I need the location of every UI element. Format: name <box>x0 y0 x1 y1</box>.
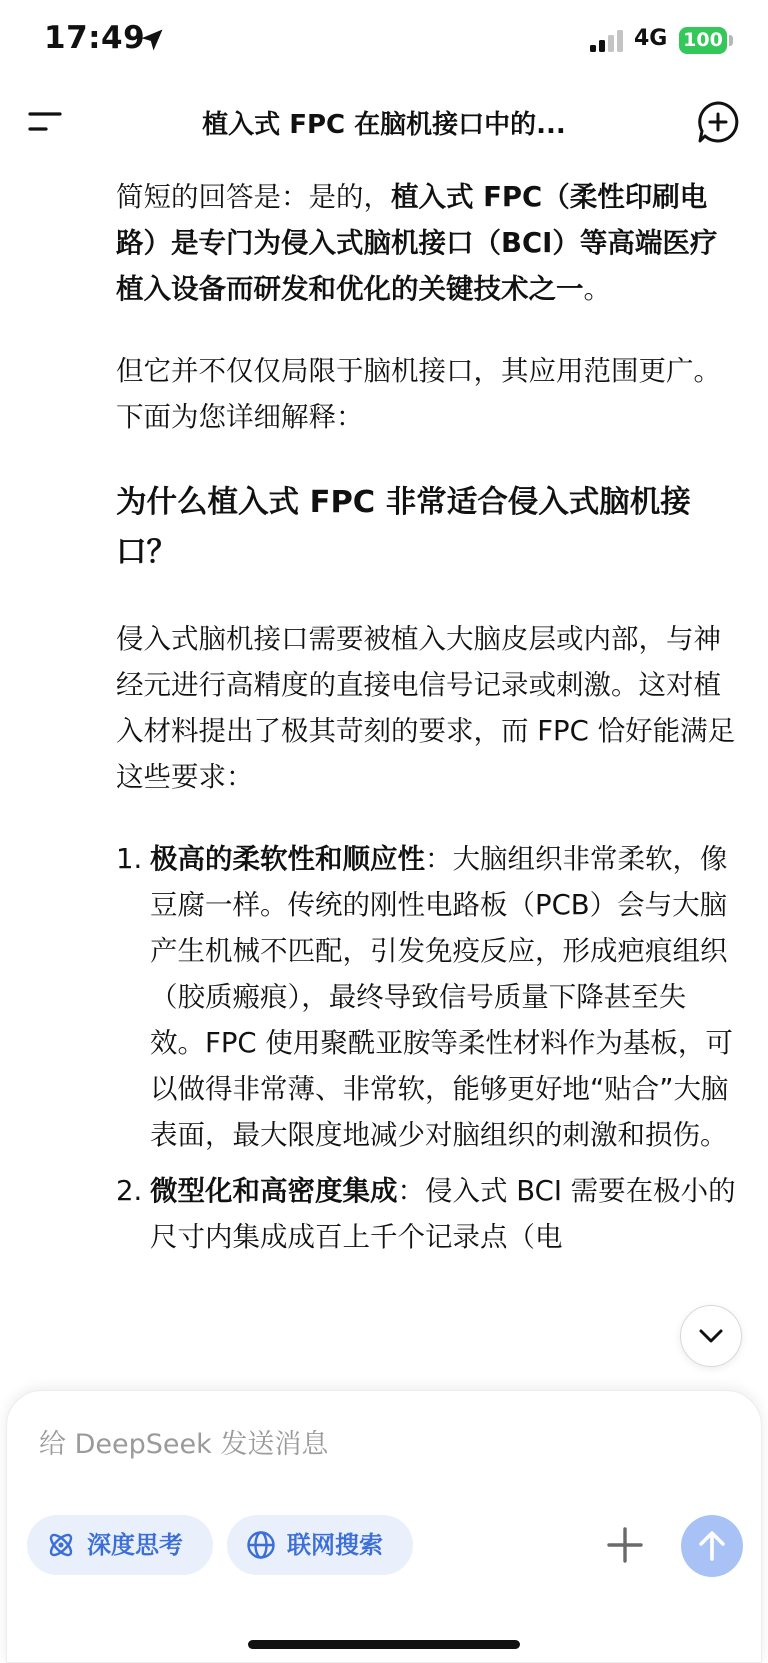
nav-bar <box>0 84 768 160</box>
assistant-message <box>116 174 736 1270</box>
list-number: 1. <box>116 843 143 875</box>
list-item-title: 微型化和高密度集成 <box>150 1175 398 1207</box>
battery-icon <box>679 27 727 54</box>
intro-prefix: 简短的回答是：是的， <box>116 181 391 213</box>
conversation-title[interactable]: 植入式 FPC 在脑机接口中的... <box>202 110 566 140</box>
battery-tip <box>729 35 733 46</box>
deep-think-toggle[interactable] <box>27 1515 213 1575</box>
sidebar-menu-icon[interactable] <box>28 104 64 140</box>
paragraph-2: 但它并不仅仅局限于脑机接口，其应用范围更广。下面为您详细解释： <box>116 355 721 433</box>
plus-icon[interactable] <box>601 1521 649 1569</box>
cellular-signal-icon <box>590 30 626 52</box>
intro-bold: 植入式 FPC（柔性印刷电路）是专门为侵入式脑机接口（BCI）等高端医疗植入设备而研发和优化的关键技术之一 <box>116 181 718 305</box>
battery-level: 100 <box>683 29 723 51</box>
network-type: 4G <box>634 26 668 51</box>
new-chat-icon[interactable] <box>696 100 740 144</box>
paragraph-3: 侵入式脑机接口需要被植入大脑皮层或内部，与神经元进行高精度的直接电信号记录或刺激。这对植入材料提出了极其苛刻的要求，而 FPC 恰好能满足这些要求： <box>116 623 736 793</box>
home-indicator <box>248 1640 520 1649</box>
arrow-up-icon <box>694 1528 730 1564</box>
list-item <box>116 1168 736 1260</box>
web-search-label: 联网搜索 <box>287 1531 383 1559</box>
content-fade <box>0 1300 768 1360</box>
list-item <box>116 836 736 1158</box>
section-heading: 为什么植入式 FPC 非常适合侵入式脑机接口？ <box>116 485 691 570</box>
message-composer <box>6 1390 762 1663</box>
web-search-toggle[interactable] <box>227 1515 413 1575</box>
send-button[interactable] <box>681 1515 743 1577</box>
list-item-text: ：侵入式 BCI 需要在极小的尺寸内集成成百上千个记录点（电 <box>150 1175 736 1253</box>
list-item-text: ：大脑组织非常柔软，像豆腐一样。传统的刚性电路板（PCB）会与大脑产生机械不匹配，引发免疫反应，形成疤痕组织（胶质瘢痕），最终导致信号质量下降甚至失效。FPC 使用聚酰亚胺等柔性材料作为基板，可以做得非常薄、非常软，能够更好地“贴合”大脑表面，最大限度地减少对脑组织的刺激和损伤。 <box>150 843 733 1151</box>
location-arrow-icon <box>138 26 166 54</box>
chevron-down-icon <box>698 1325 724 1347</box>
atom-icon <box>45 1529 77 1561</box>
scroll-to-bottom-button[interactable] <box>680 1305 742 1367</box>
status-bar <box>0 0 768 84</box>
intro-suffix: 。 <box>583 273 611 305</box>
deep-think-label: 深度思考 <box>87 1531 183 1559</box>
list-item-title: 极高的柔软性和顺应性 <box>150 843 425 875</box>
message-input[interactable] <box>39 1429 599 1460</box>
requirements-list <box>116 836 736 1260</box>
globe-icon <box>245 1529 277 1561</box>
intro-paragraph <box>116 174 736 312</box>
list-number: 2. <box>116 1175 143 1207</box>
status-time: 17:49 <box>44 20 146 56</box>
